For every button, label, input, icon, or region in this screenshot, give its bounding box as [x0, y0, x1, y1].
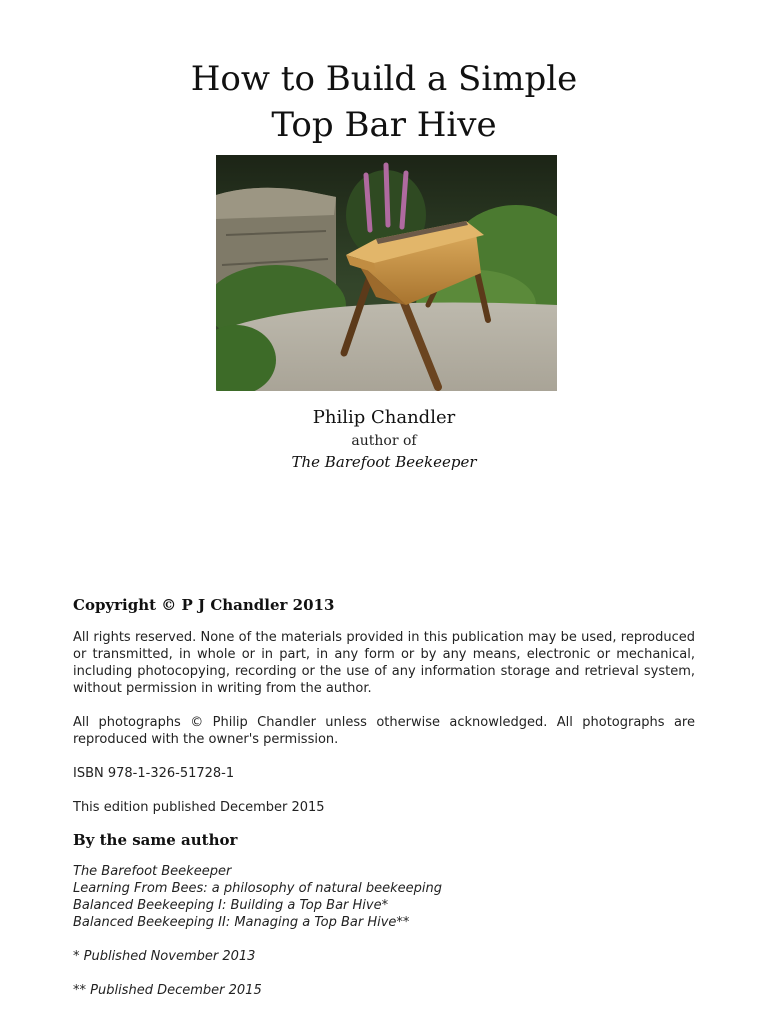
- author-name: Philip Chandler: [312, 407, 456, 428]
- author-of-label: author of: [351, 433, 417, 449]
- book-title: [0, 56, 768, 148]
- cover-photo: [216, 155, 557, 391]
- isbn: ISBN 978-1-326-51728-1: [73, 766, 235, 781]
- book-list: [73, 863, 695, 931]
- footnote-1: * Published November 2013: [73, 949, 256, 964]
- book-list-item: Learning From Bees: a philosophy of natural beekeeping: [73, 881, 442, 896]
- title-line-2: Top Bar Hive: [271, 105, 497, 145]
- author-block: [0, 405, 768, 473]
- footnote-2: ** Published December 2015: [73, 983, 262, 998]
- same-author-heading: By the same author: [73, 831, 238, 849]
- hive-illustration: [216, 155, 557, 391]
- rights-paragraph: All rights reserved. None of the materials provided in this publication may be used, reproduced or transmitted, in whole or in part, in any form or by any means, electronic or mechanical, including photocopying, recording or the use of any information storage and retrieval system, without permission in writing from the author.: [73, 630, 695, 696]
- copyright-heading: Copyright © P J Chandler 2013: [73, 596, 335, 614]
- edition-note: This edition published December 2015: [73, 800, 325, 815]
- title-line-1: How to Build a Simple: [190, 59, 578, 99]
- book-list-item: Balanced Beekeeping I: Building a Top Bar Hive*: [73, 898, 389, 913]
- book-list-item: The Barefoot Beekeeper: [73, 864, 232, 879]
- copyright-section: [73, 594, 695, 999]
- previous-book-title: The Barefoot Beekeeper: [291, 453, 477, 471]
- book-list-item: Balanced Beekeeping II: Managing a Top Bar Hive**: [73, 915, 410, 930]
- photos-paragraph: All photographs © Philip Chandler unless otherwise acknowledged. All photographs are reproduced with the owner's permission.: [73, 715, 695, 747]
